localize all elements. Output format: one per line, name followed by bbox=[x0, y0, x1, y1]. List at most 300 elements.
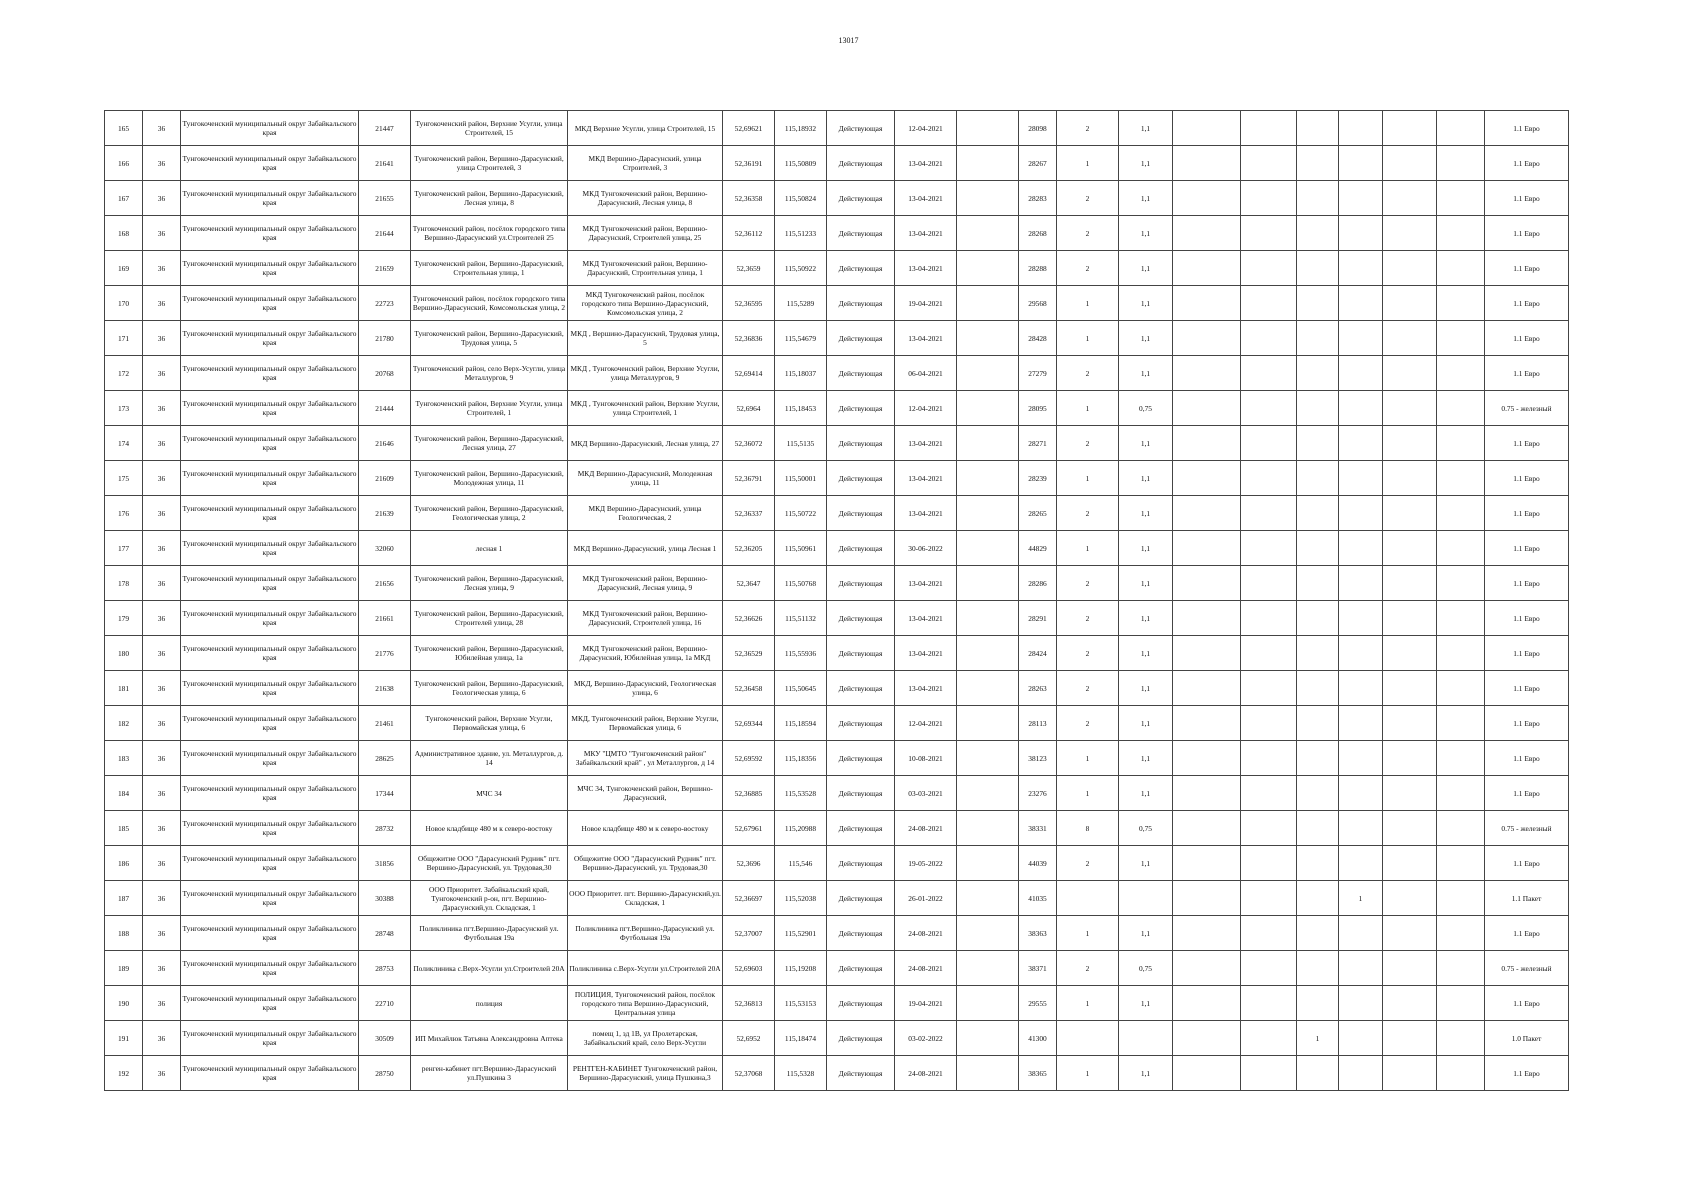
extra-cell bbox=[1383, 216, 1437, 251]
extra-cell bbox=[1241, 146, 1297, 181]
empty-cell bbox=[957, 321, 1019, 356]
extra-cell bbox=[1437, 986, 1485, 1021]
table-row bbox=[105, 671, 1569, 706]
extra-cell bbox=[1437, 601, 1485, 636]
region-code-cell: 36 bbox=[143, 496, 181, 531]
empty-cell bbox=[957, 356, 1019, 391]
empty-cell bbox=[957, 286, 1019, 321]
container-type-cell: 1.1 Евро bbox=[1485, 741, 1569, 776]
row-number-cell: 167 bbox=[105, 181, 143, 216]
table-row bbox=[105, 601, 1569, 636]
extra-cell bbox=[1437, 321, 1485, 356]
container-volume-cell: 0,75 bbox=[1119, 951, 1173, 986]
date-cell: 13-04-2021 bbox=[895, 636, 957, 671]
location-cell: Тунгокоченский район, село Верх-Усугли, улица Металлургов, 9 bbox=[411, 356, 568, 391]
latitude-cell: 52,69603 bbox=[723, 951, 775, 986]
extra-cell bbox=[1297, 251, 1339, 286]
extra-cell bbox=[1241, 1056, 1297, 1091]
row-number-cell: 174 bbox=[105, 426, 143, 461]
container-volume-cell: 1,1 bbox=[1119, 636, 1173, 671]
extra-cell bbox=[1339, 531, 1383, 566]
region-code-cell: 36 bbox=[143, 181, 181, 216]
status-cell: Действующая bbox=[827, 811, 895, 846]
extra-cell bbox=[1383, 706, 1437, 741]
registry-number-cell: 38371 bbox=[1019, 951, 1057, 986]
region-code-cell: 36 bbox=[143, 146, 181, 181]
address-cell: Поликлиника пгт.Вершино-Дарасунский ул. Футбольная 19а bbox=[568, 916, 723, 951]
empty-cell bbox=[957, 146, 1019, 181]
status-cell: Действующая bbox=[827, 321, 895, 356]
extra-cell bbox=[1437, 531, 1485, 566]
date-cell: 30-06-2022 bbox=[895, 531, 957, 566]
extra-cell bbox=[1383, 181, 1437, 216]
container-volume-cell: 1,1 bbox=[1119, 846, 1173, 881]
container-type-cell: 1.1 Евро bbox=[1485, 251, 1569, 286]
extra-cell bbox=[1339, 671, 1383, 706]
registry-number-cell: 38363 bbox=[1019, 916, 1057, 951]
container-type-cell: 1.0 Пакет bbox=[1485, 1021, 1569, 1056]
district-cell: Тунгокоченский муниципальный округ Забайкальского края bbox=[181, 671, 359, 706]
extra-cell bbox=[1437, 811, 1485, 846]
extra-cell bbox=[1437, 1021, 1485, 1056]
row-number-cell: 191 bbox=[105, 1021, 143, 1056]
site-id-cell: 20768 bbox=[359, 356, 411, 391]
extra-cell bbox=[1173, 811, 1241, 846]
date-cell: 12-04-2021 bbox=[895, 391, 957, 426]
site-id-cell: 21780 bbox=[359, 321, 411, 356]
date-cell: 19-04-2021 bbox=[895, 286, 957, 321]
container-count-cell: 1 bbox=[1057, 321, 1119, 356]
container-volume-cell: 1,1 bbox=[1119, 216, 1173, 251]
container-count-cell: 1 bbox=[1057, 531, 1119, 566]
container-count-cell: 2 bbox=[1057, 671, 1119, 706]
status-cell: Действующая bbox=[827, 111, 895, 146]
site-id-cell: 21776 bbox=[359, 636, 411, 671]
district-cell: Тунгокоченский муниципальный округ Забайкальского края bbox=[181, 881, 359, 916]
registry-number-cell: 44829 bbox=[1019, 531, 1057, 566]
extra-cell bbox=[1437, 146, 1485, 181]
district-cell: Тунгокоченский муниципальный округ Забайкальского края bbox=[181, 636, 359, 671]
container-count-cell: 2 bbox=[1057, 181, 1119, 216]
longitude-cell: 115,51132 bbox=[775, 601, 827, 636]
district-cell: Тунгокоченский муниципальный округ Забайкальского края bbox=[181, 916, 359, 951]
address-cell: МКД, Тунгокоченский район, Верхние Усугли, Первомайская улица, 6 bbox=[568, 706, 723, 741]
latitude-cell: 52,6952 bbox=[723, 1021, 775, 1056]
container-type-cell: 1.1 Евро bbox=[1485, 776, 1569, 811]
site-id-cell: 21646 bbox=[359, 426, 411, 461]
row-number-cell: 183 bbox=[105, 741, 143, 776]
extra-cell bbox=[1383, 251, 1437, 286]
status-cell: Действующая bbox=[827, 951, 895, 986]
extra-cell bbox=[1297, 951, 1339, 986]
region-code-cell: 36 bbox=[143, 461, 181, 496]
district-cell: Тунгокоченский муниципальный округ Забайкальского края bbox=[181, 216, 359, 251]
container-count-cell: 8 bbox=[1057, 811, 1119, 846]
region-code-cell: 36 bbox=[143, 216, 181, 251]
extra-cell bbox=[1173, 426, 1241, 461]
date-cell: 24-08-2021 bbox=[895, 811, 957, 846]
status-cell: Действующая bbox=[827, 1056, 895, 1091]
district-cell: Тунгокоченский муниципальный округ Забайкальского края bbox=[181, 706, 359, 741]
empty-cell bbox=[957, 846, 1019, 881]
container-volume-cell: 0,75 bbox=[1119, 391, 1173, 426]
region-code-cell: 36 bbox=[143, 846, 181, 881]
extra-cell bbox=[1297, 846, 1339, 881]
extra-cell bbox=[1241, 811, 1297, 846]
latitude-cell: 52,36205 bbox=[723, 531, 775, 566]
date-cell: 03-02-2022 bbox=[895, 1021, 957, 1056]
region-code-cell: 36 bbox=[143, 881, 181, 916]
district-cell: Тунгокоченский муниципальный округ Забайкальского края bbox=[181, 181, 359, 216]
table-row bbox=[105, 811, 1569, 846]
location-cell: ООО Приоритет. Забайкальский край, Тунгокоченский р-он, пгт. Вершино-Дарасунский,ул. Складская, 1 bbox=[411, 881, 568, 916]
container-type-cell: 1.1 Евро bbox=[1485, 846, 1569, 881]
extra-cell bbox=[1297, 706, 1339, 741]
site-id-cell: 21447 bbox=[359, 111, 411, 146]
table-row bbox=[105, 461, 1569, 496]
district-cell: Тунгокоченский муниципальный округ Забайкальского края bbox=[181, 1021, 359, 1056]
extra-cell bbox=[1241, 216, 1297, 251]
status-cell: Действующая bbox=[827, 776, 895, 811]
date-cell: 13-04-2021 bbox=[895, 146, 957, 181]
extra-cell bbox=[1241, 321, 1297, 356]
date-cell: 13-04-2021 bbox=[895, 181, 957, 216]
latitude-cell: 52,69621 bbox=[723, 111, 775, 146]
status-cell: Действующая bbox=[827, 391, 895, 426]
location-cell: Тунгокоченский район, Вершино-Дарасунский, Лесная улица, 9 bbox=[411, 566, 568, 601]
table-row bbox=[105, 181, 1569, 216]
table-row bbox=[105, 776, 1569, 811]
region-code-cell: 36 bbox=[143, 601, 181, 636]
row-number-cell: 175 bbox=[105, 461, 143, 496]
status-cell: Действующая bbox=[827, 846, 895, 881]
latitude-cell: 52,36885 bbox=[723, 776, 775, 811]
container-volume-cell: 1,1 bbox=[1119, 496, 1173, 531]
extra-cell bbox=[1437, 741, 1485, 776]
address-cell: МКД Тунгокоченский район, Вершино-Дарасунский, Юбилейная улица, 1а МКД bbox=[568, 636, 723, 671]
address-cell: МКД Тунгокоченский район, Вершино-Дарасунский, Лесная улица, 9 bbox=[568, 566, 723, 601]
table-row bbox=[105, 636, 1569, 671]
location-cell: Тунгокоченский район, Верхние Усугли, Первомайская улица, 6 bbox=[411, 706, 568, 741]
extra-cell bbox=[1339, 321, 1383, 356]
status-cell: Действующая bbox=[827, 496, 895, 531]
site-id-cell: 28750 bbox=[359, 1056, 411, 1091]
extra-cell bbox=[1173, 951, 1241, 986]
extra-cell bbox=[1339, 811, 1383, 846]
container-count-cell bbox=[1057, 881, 1119, 916]
extra-cell bbox=[1297, 391, 1339, 426]
latitude-cell: 52,3696 bbox=[723, 846, 775, 881]
empty-cell bbox=[957, 251, 1019, 286]
longitude-cell: 115,50645 bbox=[775, 671, 827, 706]
district-cell: Тунгокоченский муниципальный округ Забайкальского края bbox=[181, 951, 359, 986]
latitude-cell: 52,36791 bbox=[723, 461, 775, 496]
container-type-cell: 1.1 Евро bbox=[1485, 566, 1569, 601]
extra-cell bbox=[1297, 741, 1339, 776]
extra-cell bbox=[1383, 846, 1437, 881]
extra-cell bbox=[1173, 741, 1241, 776]
registry-number-cell: 28268 bbox=[1019, 216, 1057, 251]
extra-cell bbox=[1297, 1056, 1339, 1091]
location-cell: МЧС 34 bbox=[411, 776, 568, 811]
region-code-cell: 36 bbox=[143, 741, 181, 776]
extra-cell bbox=[1383, 391, 1437, 426]
latitude-cell: 52,36458 bbox=[723, 671, 775, 706]
container-volume-cell: 1,1 bbox=[1119, 741, 1173, 776]
container-volume-cell: 1,1 bbox=[1119, 181, 1173, 216]
latitude-cell: 52,36529 bbox=[723, 636, 775, 671]
extra-cell bbox=[1297, 321, 1339, 356]
longitude-cell: 115,18932 bbox=[775, 111, 827, 146]
container-count-cell: 2 bbox=[1057, 706, 1119, 741]
page-number: 13017 bbox=[838, 36, 859, 45]
empty-cell bbox=[957, 671, 1019, 706]
container-count-cell: 1 bbox=[1057, 391, 1119, 426]
status-cell: Действующая bbox=[827, 601, 895, 636]
empty-cell bbox=[957, 426, 1019, 461]
extra-cell bbox=[1437, 426, 1485, 461]
longitude-cell: 115,50824 bbox=[775, 181, 827, 216]
extra-cell bbox=[1383, 916, 1437, 951]
address-cell: МКД Тунгокоченский район, Вершино-Дарасунский, Строителей улица, 25 bbox=[568, 216, 723, 251]
latitude-cell: 52,3659 bbox=[723, 251, 775, 286]
container-count-cell: 2 bbox=[1057, 496, 1119, 531]
region-code-cell: 36 bbox=[143, 776, 181, 811]
extra-cell bbox=[1241, 496, 1297, 531]
registry-number-cell: 28424 bbox=[1019, 636, 1057, 671]
extra-cell bbox=[1297, 426, 1339, 461]
extra-cell bbox=[1437, 636, 1485, 671]
extra-cell bbox=[1297, 356, 1339, 391]
extra-cell bbox=[1241, 951, 1297, 986]
container-count-cell bbox=[1057, 1021, 1119, 1056]
district-cell: Тунгокоченский муниципальный округ Забайкальского края bbox=[181, 286, 359, 321]
latitude-cell: 52,36072 bbox=[723, 426, 775, 461]
container-count-cell: 1 bbox=[1057, 776, 1119, 811]
location-cell: Поликлиника пгт.Вершино-Дарасунский ул. Футбольная 19а bbox=[411, 916, 568, 951]
status-cell: Действующая bbox=[827, 286, 895, 321]
location-cell: Общежитие ООО "Дарасунский Рудник" пгт. Вершино-Дарасунский, ул. Трудовая,30 bbox=[411, 846, 568, 881]
region-code-cell: 36 bbox=[143, 951, 181, 986]
registry-number-cell: 28286 bbox=[1019, 566, 1057, 601]
extra-cell bbox=[1297, 601, 1339, 636]
location-cell: Тунгокоченский район, Верхние Усугли, улица Строителей, 1 bbox=[411, 391, 568, 426]
container-volume-cell: 1,1 bbox=[1119, 531, 1173, 566]
extra-cell bbox=[1437, 916, 1485, 951]
date-cell: 12-04-2021 bbox=[895, 111, 957, 146]
extra-cell bbox=[1173, 111, 1241, 146]
location-cell: Тунгокоченский район, Вершино-Дарасунский, Юбилейная улица, 1а bbox=[411, 636, 568, 671]
extra-cell bbox=[1173, 671, 1241, 706]
extra-cell bbox=[1383, 951, 1437, 986]
latitude-cell: 52,36626 bbox=[723, 601, 775, 636]
table-row bbox=[105, 1021, 1569, 1056]
site-id-cell: 28753 bbox=[359, 951, 411, 986]
region-code-cell: 36 bbox=[143, 251, 181, 286]
row-number-cell: 187 bbox=[105, 881, 143, 916]
extra-cell bbox=[1437, 496, 1485, 531]
row-number-cell: 168 bbox=[105, 216, 143, 251]
container-count-cell: 1 bbox=[1057, 1056, 1119, 1091]
district-cell: Тунгокоченский муниципальный округ Забайкальского края bbox=[181, 496, 359, 531]
status-cell: Действующая bbox=[827, 566, 895, 601]
address-cell: помещ 1, зд 1В, ул Пролетарская, Забайкальский край, село Верх-Усугли bbox=[568, 1021, 723, 1056]
container-type-cell: 1.1 Евро bbox=[1485, 321, 1569, 356]
longitude-cell: 115,18474 bbox=[775, 1021, 827, 1056]
district-cell: Тунгокоченский муниципальный округ Забайкальского края bbox=[181, 776, 359, 811]
table-row bbox=[105, 1056, 1569, 1091]
container-type-cell: 1.1 Евро bbox=[1485, 286, 1569, 321]
container-count-cell: 2 bbox=[1057, 601, 1119, 636]
longitude-cell: 115,5135 bbox=[775, 426, 827, 461]
longitude-cell: 115,19208 bbox=[775, 951, 827, 986]
longitude-cell: 115,52038 bbox=[775, 881, 827, 916]
address-cell: ООО Приоритет. пгт. Вершино-Дарасунский,ул. Складская, 1 bbox=[568, 881, 723, 916]
container-count-cell: 2 bbox=[1057, 356, 1119, 391]
extra-cell bbox=[1241, 531, 1297, 566]
latitude-cell: 52,69414 bbox=[723, 356, 775, 391]
extra-cell bbox=[1339, 391, 1383, 426]
extra-cell bbox=[1241, 881, 1297, 916]
extra-cell bbox=[1173, 881, 1241, 916]
extra-cell bbox=[1339, 111, 1383, 146]
extra-cell bbox=[1383, 496, 1437, 531]
location-cell: Тунгокоченский район, Вершино-Дарасунский, Трудовая улица, 5 bbox=[411, 321, 568, 356]
status-cell: Действующая bbox=[827, 741, 895, 776]
date-cell: 10-08-2021 bbox=[895, 741, 957, 776]
address-cell: МКД Верхние Усугли, улица Строителей, 15 bbox=[568, 111, 723, 146]
extra-cell: 1 bbox=[1297, 1021, 1339, 1056]
region-code-cell: 36 bbox=[143, 706, 181, 741]
table-row bbox=[105, 146, 1569, 181]
latitude-cell: 52,3647 bbox=[723, 566, 775, 601]
extra-cell bbox=[1339, 916, 1383, 951]
extra-cell bbox=[1339, 846, 1383, 881]
extra-cell bbox=[1297, 286, 1339, 321]
extra-cell bbox=[1297, 636, 1339, 671]
container-count-cell: 2 bbox=[1057, 111, 1119, 146]
container-volume-cell: 1,1 bbox=[1119, 601, 1173, 636]
address-cell: МКД Вершино-Дарасунский, улица Строителей, 3 bbox=[568, 146, 723, 181]
extra-cell bbox=[1437, 706, 1485, 741]
container-count-cell: 1 bbox=[1057, 146, 1119, 181]
status-cell: Действующая bbox=[827, 636, 895, 671]
extra-cell bbox=[1383, 986, 1437, 1021]
extra-cell bbox=[1437, 1056, 1485, 1091]
extra-cell bbox=[1297, 461, 1339, 496]
row-number-cell: 170 bbox=[105, 286, 143, 321]
address-cell: РЕНТГЕН-КАБИНЕТ Тунгокоченский район, Вершино-Дарасунский, улица Пушкина,3 bbox=[568, 1056, 723, 1091]
location-cell: ИП Михайлюк Татьяна Александровна Аптека bbox=[411, 1021, 568, 1056]
extra-cell: 1 bbox=[1339, 881, 1383, 916]
location-cell: Новое кладбище 480 м к северо-востоку bbox=[411, 811, 568, 846]
status-cell: Действующая bbox=[827, 146, 895, 181]
extra-cell bbox=[1173, 391, 1241, 426]
address-cell: МКД Вершино-Дарасунский, улица Геологическая, 2 bbox=[568, 496, 723, 531]
extra-cell bbox=[1339, 951, 1383, 986]
district-cell: Тунгокоченский муниципальный округ Забайкальского края bbox=[181, 356, 359, 391]
region-code-cell: 36 bbox=[143, 566, 181, 601]
extra-cell bbox=[1241, 601, 1297, 636]
latitude-cell: 52,36836 bbox=[723, 321, 775, 356]
extra-cell bbox=[1383, 531, 1437, 566]
container-volume-cell: 1,1 bbox=[1119, 566, 1173, 601]
address-cell: Общежитие ООО "Дарасунский Рудник" пгт. Вершино-Дарасунский, ул. Трудовая,30 bbox=[568, 846, 723, 881]
district-cell: Тунгокоченский муниципальный округ Забайкальского края bbox=[181, 846, 359, 881]
longitude-cell: 115,20988 bbox=[775, 811, 827, 846]
extra-cell bbox=[1297, 986, 1339, 1021]
row-number-cell: 185 bbox=[105, 811, 143, 846]
extra-cell bbox=[1241, 356, 1297, 391]
extra-cell bbox=[1383, 146, 1437, 181]
extra-cell bbox=[1173, 846, 1241, 881]
site-id-cell: 28625 bbox=[359, 741, 411, 776]
region-code-cell: 36 bbox=[143, 811, 181, 846]
district-cell: Тунгокоченский муниципальный округ Забайкальского края bbox=[181, 741, 359, 776]
latitude-cell: 52,37068 bbox=[723, 1056, 775, 1091]
table-row bbox=[105, 741, 1569, 776]
empty-cell bbox=[957, 391, 1019, 426]
longitude-cell: 115,50809 bbox=[775, 146, 827, 181]
status-cell: Действующая bbox=[827, 881, 895, 916]
longitude-cell: 115,5289 bbox=[775, 286, 827, 321]
container-type-cell: 1.1 Евро bbox=[1485, 496, 1569, 531]
extra-cell bbox=[1383, 811, 1437, 846]
location-cell: Тунгокоченский район, посёлок городского типа Вершино-Дарасунский, Комсомольская улица, 2 bbox=[411, 286, 568, 321]
container-type-cell: 1.1 Евро bbox=[1485, 216, 1569, 251]
registry-number-cell: 28263 bbox=[1019, 671, 1057, 706]
extra-cell bbox=[1173, 321, 1241, 356]
extra-cell bbox=[1437, 251, 1485, 286]
empty-cell bbox=[957, 706, 1019, 741]
container-volume-cell: 1,1 bbox=[1119, 321, 1173, 356]
extra-cell bbox=[1173, 496, 1241, 531]
extra-cell bbox=[1173, 146, 1241, 181]
extra-cell bbox=[1173, 286, 1241, 321]
table-row bbox=[105, 356, 1569, 391]
empty-cell bbox=[957, 776, 1019, 811]
extra-cell bbox=[1241, 181, 1297, 216]
container-type-cell: 1.1 Евро bbox=[1485, 636, 1569, 671]
site-id-cell: 22710 bbox=[359, 986, 411, 1021]
row-number-cell: 181 bbox=[105, 671, 143, 706]
status-cell: Действующая bbox=[827, 671, 895, 706]
empty-cell bbox=[957, 601, 1019, 636]
empty-cell bbox=[957, 461, 1019, 496]
row-number-cell: 165 bbox=[105, 111, 143, 146]
container-type-cell: 1.1 Евро bbox=[1485, 986, 1569, 1021]
container-type-cell: 0.75 - железный bbox=[1485, 811, 1569, 846]
extra-cell bbox=[1173, 1056, 1241, 1091]
extra-cell bbox=[1339, 741, 1383, 776]
container-type-cell: 1.1 Евро bbox=[1485, 671, 1569, 706]
row-number-cell: 171 bbox=[105, 321, 143, 356]
date-cell: 13-04-2021 bbox=[895, 671, 957, 706]
empty-cell bbox=[957, 951, 1019, 986]
container-count-cell: 2 bbox=[1057, 251, 1119, 286]
extra-cell bbox=[1437, 776, 1485, 811]
container-type-cell: 0.75 - железный bbox=[1485, 951, 1569, 986]
extra-cell bbox=[1297, 776, 1339, 811]
empty-cell bbox=[957, 811, 1019, 846]
registry-number-cell: 28239 bbox=[1019, 461, 1057, 496]
longitude-cell: 115,53153 bbox=[775, 986, 827, 1021]
region-code-cell: 36 bbox=[143, 1021, 181, 1056]
district-cell: Тунгокоченский муниципальный округ Забайкальского края bbox=[181, 811, 359, 846]
extra-cell bbox=[1173, 916, 1241, 951]
extra-cell bbox=[1437, 286, 1485, 321]
district-cell: Тунгокоченский муниципальный округ Забайкальского края bbox=[181, 986, 359, 1021]
